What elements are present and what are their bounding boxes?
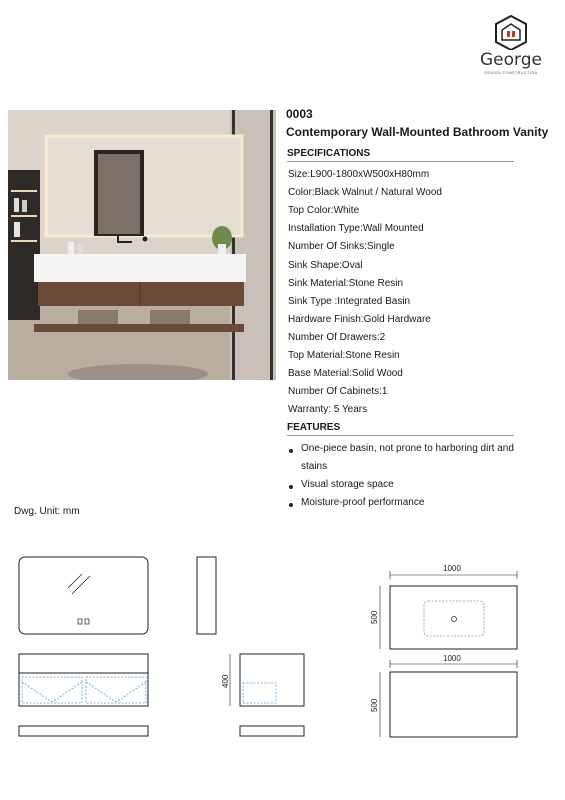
brand-logo <box>476 14 546 78</box>
feature-item: Visual storage space <box>301 479 394 490</box>
spec-item: Installation Type:Wall Mounted <box>288 223 424 234</box>
feature-item: One-piece basin, not prone to harboring dirt and stains <box>301 443 514 472</box>
spec-item: Top Material:Stone Resin <box>288 350 400 361</box>
spec-item: Sink Type :Integrated Basin <box>288 296 411 307</box>
bullet-icon <box>289 503 293 507</box>
mirror-front-view <box>19 557 148 634</box>
basin-front-view <box>370 654 517 737</box>
spec-item: Number Of Sinks:Single <box>288 241 395 252</box>
features-heading: FEATURES <box>287 422 514 436</box>
brand-name: George <box>480 50 542 70</box>
mirror-side-view <box>197 557 216 634</box>
front-height-dimension: 500 <box>370 698 379 712</box>
spec-item: Base Material:Solid Wood <box>288 368 403 379</box>
top-width-dimension: 1000 <box>443 564 461 573</box>
bullet-icon <box>289 449 293 453</box>
product-title: Contemporary Wall-Mounted Bathroom Vanity <box>286 125 549 139</box>
house-logo-icon <box>476 14 546 50</box>
spec-item: Number Of Cabinets:1 <box>288 386 388 397</box>
spec-item: Sink Shape:Oval <box>288 260 363 271</box>
bullet-icon <box>289 485 293 489</box>
spec-item: Sink Material:Stone Resin <box>288 278 404 289</box>
front-width-dimension: 1000 <box>443 654 461 663</box>
spec-item: Top Color:White <box>288 205 360 216</box>
feature-item: Moisture-proof performance <box>301 497 425 508</box>
specifications-heading: SPECIFICATIONS <box>287 148 514 162</box>
side-height-dimension: 400 <box>221 674 230 688</box>
spec-item: Number Of Drawers:2 <box>288 332 386 343</box>
shelf-front-view <box>19 726 148 736</box>
drawing-unit-label: Dwg. Unit: mm <box>14 506 80 517</box>
spec-item: Color:Black Walnut / Natural Wood <box>288 187 442 198</box>
cabinet-front-view <box>19 654 148 706</box>
top-depth-dimension: 500 <box>370 610 379 624</box>
shelf-side-view <box>240 726 304 736</box>
product-code: 0003 <box>286 107 313 121</box>
spec-item: Hardware Finish:Gold Hardware <box>288 314 431 325</box>
basin-top-view <box>370 564 517 649</box>
technical-drawings <box>0 540 565 760</box>
spec-item: Size:L900-1800xW500xH80mm <box>288 169 430 180</box>
spec-item: Warranty: 5 Years <box>288 404 368 415</box>
cabinet-side-view <box>221 654 304 706</box>
product-photo <box>8 110 276 380</box>
brand-tagline: DESIGN CONSTRUCTION <box>484 71 538 75</box>
